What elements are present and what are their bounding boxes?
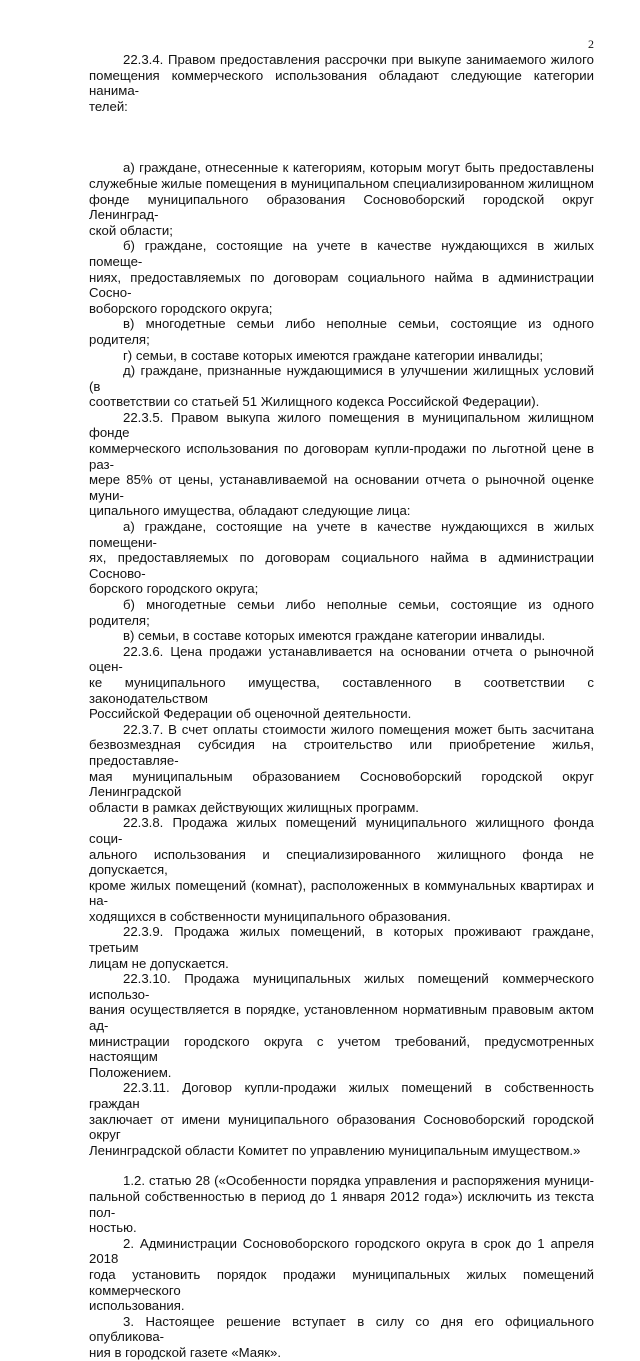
text-line: коммерческого использования по договорам купли-продажи по льготной цене в раз-: [89, 441, 594, 472]
text-line: телей:: [89, 98, 128, 114]
text-line: соответствии со статьей 51 Жилищного кодекса Российской Федерации).: [89, 394, 540, 410]
text-line: использования.: [89, 1298, 185, 1314]
text-line: ходящихся в собственности муниципального образования.: [89, 908, 451, 924]
paragraph-item-b: [89, 238, 594, 316]
text-line: б) многодетные семьи либо неполные семьи, состоящие из одного родителя;: [89, 597, 594, 628]
text-line: помещения коммерческого использования обладают следующие категории нанима-: [89, 67, 594, 99]
text-line: Положением.: [89, 1064, 172, 1080]
paragraph-22-3-6: [89, 644, 594, 722]
text-line: мая муниципальным образованием Сосновоборский городской округ Ленинградской: [89, 768, 594, 800]
text-line: лицам не допускается.: [89, 955, 229, 971]
text-line: мере 85% от цены, устанавливаемой на основании отчета о рыночной оценке муни-: [89, 472, 594, 503]
text-line: пальной собственностью в период до 1 января 2012 года») исключить из текста пол-: [89, 1188, 594, 1220]
paragraph-22-3-10: [89, 971, 594, 1080]
text-line: 22.3.7. В счет оплаты стоимости жилого помещения может быть засчитана: [123, 721, 594, 737]
page-number: 2: [588, 37, 594, 51]
paragraph-item-v: [89, 316, 594, 347]
text-line: а) граждане, отнесенные к категориям, которым могут быть предоставлены: [123, 160, 594, 176]
text-line: б) граждане, состоящие на учете в качестве нуждающихся в жилых помеще-: [89, 238, 594, 269]
text-line: служебные жилые помещения в муниципальном специализированном жилищном: [89, 175, 594, 191]
text-line: 22.3.4. Правом предоставления рассрочки при выкупе занимаемого жилого: [123, 52, 594, 67]
paragraph-item-d: [89, 363, 594, 410]
text-line: г) семьи, в составе которых имеются граждане категории инвалиды;: [123, 347, 544, 363]
text-line: вания осуществляется в порядке, установленном нормативным правовым актом ад-: [89, 1002, 594, 1034]
text-line: 22.3.9. Продажа жилых помещений, в которых проживают граждане, третьим: [89, 924, 594, 956]
text-line: ностью.: [89, 1220, 137, 1236]
text-line: ке муниципального имущества, составленного в соответствии с законодательством: [89, 674, 594, 706]
paragraph-22-3-8: [89, 815, 594, 924]
blank-space: [89, 114, 594, 160]
text-line: 22.3.8. Продажа жилых помещений муниципального жилищного фонда соци-: [89, 815, 594, 846]
text-line: 22.3.5. Правом выкупа жилого помещения в муниципальном жилищном фонде: [89, 409, 594, 441]
text-line: года установить порядок продажи муниципальных жилых помещений коммерческого: [89, 1266, 594, 1298]
text-line: Российской Федерации об оценочной деятельности.: [89, 706, 412, 722]
text-line: Ленинградской области Комитет по управлению муниципальным имуществом.»: [89, 1142, 581, 1158]
text-line: воборского городского округа;: [89, 300, 273, 316]
text-line: 22.3.10. Продажа муниципальных жилых помещений коммерческого использо-: [89, 971, 594, 1002]
text-line: ния в городской газете «Маяк».: [89, 1344, 282, 1360]
text-line: министрации городского округа с учетом требований, предусмотренных настоящим: [89, 1033, 594, 1065]
text-line: области в рамках действующих жилищных программ.: [89, 799, 419, 815]
text-line: фонде муниципального образования Сосновоборский городской округ Ленинград-: [89, 191, 594, 223]
text-line: д) граждане, признанные нуждающимися в улучшении жилищных условий (в: [89, 363, 594, 394]
text-line: ях, предоставляемых по договорам социального найма в администрации Сосново-: [89, 550, 594, 581]
text-line: заключает от имени муниципального образования Сосновоборский городской округ: [89, 1111, 594, 1143]
paragraph-22-3-9: [89, 924, 594, 971]
text-line: 22.3.6. Цена продажи устанавливается на основании отчета о рыночной оцен-: [89, 643, 594, 675]
text-line: ской области;: [89, 222, 173, 238]
paragraph-1-2: [89, 1173, 594, 1235]
blank-space: [89, 1158, 594, 1173]
paragraph-3: [89, 1314, 594, 1361]
paragraph-22-3-4: [89, 52, 594, 114]
text-line: 1.2. статью 28 («Особенности порядка управления и распоряжения муници-: [123, 1173, 594, 1189]
paragraph-22-3-5: [89, 410, 594, 519]
paragraph-item-b-2: [89, 597, 594, 628]
text-line: в) семьи, в составе которых имеются граждане категории инвалиды.: [123, 628, 546, 644]
text-line: в) многодетные семьи либо неполные семьи, состоящие из одного родителя;: [89, 316, 594, 347]
paragraph-item-a: [89, 160, 594, 238]
text-line: ципального имущества, обладают следующие лица:: [89, 503, 411, 519]
text-line: кроме жилых помещений (комнат), расположенных в коммунальных квартирах и на-: [89, 877, 594, 909]
paragraph-item-a-2: [89, 519, 594, 597]
paragraph-22-3-11: [89, 1080, 594, 1158]
paragraph-2: [89, 1236, 594, 1314]
text-line: безвозмездная субсидия на строительство или приобретение жилья, предоставляе-: [89, 737, 594, 768]
text-line: 22.3.11. Договор купли-продажи жилых помещений в собственность граждан: [89, 1080, 594, 1111]
text-line: а) граждане, состоящие на учете в качестве нуждающихся в жилых помещени-: [89, 519, 594, 550]
paragraph-22-3-7: [89, 722, 594, 816]
paragraph-item-g: [89, 348, 594, 364]
document-body: [89, 52, 594, 1361]
text-line: 2. Администрации Сосновоборского городского округа в срок до 1 апреля 2018: [89, 1235, 594, 1267]
text-line: ального использования и специализированного жилищного фонда не допускается,: [89, 846, 594, 878]
text-line: 3. Настоящее решение вступает в силу со дня его официального опубликова-: [89, 1313, 594, 1345]
paragraph-item-v-2: [89, 628, 594, 644]
text-line: борского городского округа;: [89, 581, 259, 597]
text-line: ниях, предоставляемых по договорам социального найма в администрации Сосно-: [89, 269, 594, 301]
